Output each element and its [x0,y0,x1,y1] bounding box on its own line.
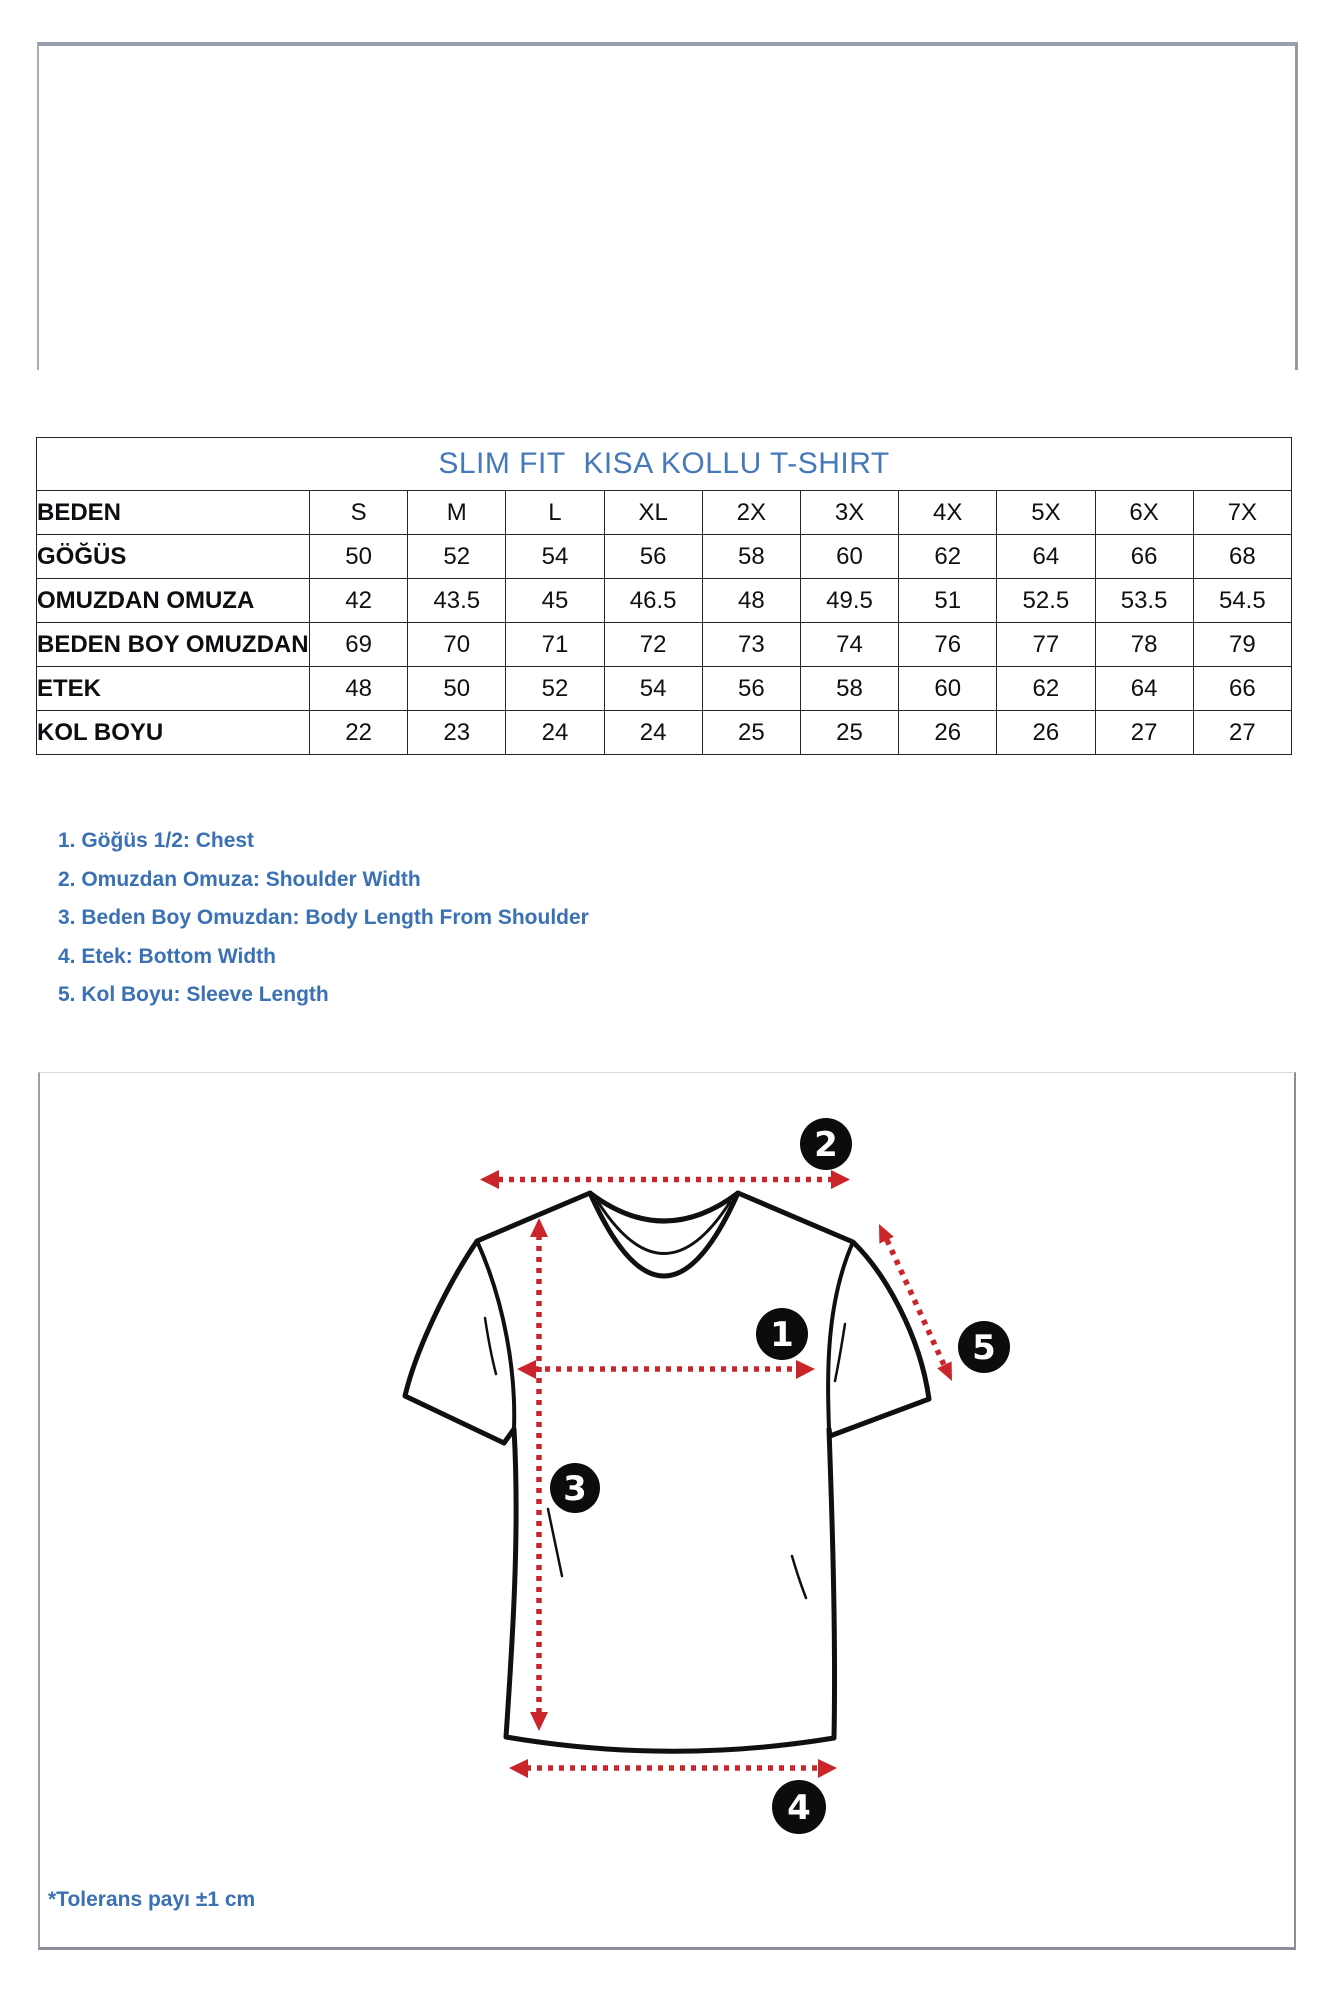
measurement-value: 50 [310,535,408,579]
tshirt-outline [405,1193,929,1751]
measurement-row [37,711,1292,755]
size-column-header: 5X [997,491,1095,535]
measurement-value: 58 [800,667,898,711]
marker-5-label: 5 [972,1328,996,1368]
table-title: SLIM FIT KISA KOLLU T-SHIRT [37,438,1292,491]
measurement-value: 77 [997,623,1095,667]
measurement-value: 46.5 [604,579,702,623]
legend-item: 2. Omuzdan Omuza: Shoulder Width [58,867,421,891]
measure-marker-3 [550,1463,600,1513]
size-column-header: L [506,491,604,535]
measure-marker-1 [756,1308,808,1360]
size-column-header: 6X [1095,491,1193,535]
size-column-header: 7X [1193,491,1291,535]
measurement-value: 26 [899,711,997,755]
legend-item: 1. Göğüs 1/2: Chest [58,829,255,852]
tolerance-note: *Tolerans payı ±1 cm [48,1888,256,1911]
size-column-header: 3X [800,491,898,535]
measurement-value: 42 [310,579,408,623]
measurement-value: 27 [1095,711,1193,755]
marker-3-label: 3 [563,1469,587,1509]
size-column-header: 2X [702,491,800,535]
measurement-value: 68 [1193,535,1291,579]
measurement-value: 79 [1193,623,1291,667]
measurement-value: 56 [604,535,702,579]
measurement-value: 62 [997,667,1095,711]
measurement-value: 64 [1095,667,1193,711]
measurement-value: 64 [997,535,1095,579]
measurement-value: 48 [310,667,408,711]
measurement-value: 23 [408,711,506,755]
size-column-header: S [310,491,408,535]
measurement-value: 52 [408,535,506,579]
measurement-value: 51 [899,579,997,623]
measurement-label: BEDEN BOY OMUZDAN [37,623,310,667]
measurement-label: KOL BOYU [37,711,310,755]
measurement-value: 52.5 [997,579,1095,623]
bottom-width-arrow [509,1759,837,1778]
measurement-row [37,623,1292,667]
measurement-value: 78 [1095,623,1193,667]
size-column-header: M [408,491,506,535]
measurement-value: 25 [702,711,800,755]
marker-1-label: 1 [770,1315,794,1355]
size-header-label: BEDEN [37,491,310,535]
measurement-value: 66 [1193,667,1291,711]
measurement-value: 71 [506,623,604,667]
tshirt-measurement-diagram [38,1072,1296,1950]
marker-2-label: 2 [814,1125,838,1165]
measurement-value: 60 [899,667,997,711]
measurement-legend [58,822,589,1015]
measurement-value: 53.5 [1095,579,1193,623]
measurement-value: 43.5 [408,579,506,623]
measurement-label: OMUZDAN OMUZA [37,579,310,623]
measurement-value: 27 [1193,711,1291,755]
product-image-placeholder [37,42,1298,370]
size-column-header: 4X [899,491,997,535]
measurement-value: 72 [604,623,702,667]
legend-item: 4. Etek: Bottom Width [58,944,276,968]
measurement-row [37,667,1292,711]
measurement-label: ETEK [37,667,310,711]
measurement-value: 54.5 [1193,579,1291,623]
measurement-value: 73 [702,623,800,667]
size-chart-body [37,438,1292,755]
measurement-value: 76 [899,623,997,667]
measurement-row [37,535,1292,579]
measurement-value: 49.5 [800,579,898,623]
measure-marker-5 [958,1321,1010,1373]
measure-marker-2 [800,1118,852,1170]
measurement-value: 58 [702,535,800,579]
measurement-value: 60 [800,535,898,579]
measurement-value: 69 [310,623,408,667]
shoulder-width-arrow [480,1170,850,1189]
legend-item: 5. Kol Boyu: Sleeve Length [58,983,329,1006]
measurement-label: GÖĞÜS [37,535,310,579]
measurement-value: 62 [899,535,997,579]
measurement-value: 52 [506,667,604,711]
measurement-value: 24 [506,711,604,755]
measurement-value: 25 [800,711,898,755]
measurement-value: 45 [506,579,604,623]
measurement-value: 74 [800,623,898,667]
measurement-value: 24 [604,711,702,755]
measurement-value: 48 [702,579,800,623]
legend-item: 3. Beden Boy Omuzdan: Body Length From Shoulder [58,906,589,929]
measure-marker-4 [772,1780,826,1834]
measurement-value: 70 [408,623,506,667]
table-title-row [37,438,1292,491]
measurement-value: 54 [506,535,604,579]
measurement-value: 26 [997,711,1095,755]
measurement-value: 22 [310,711,408,755]
measurement-value: 56 [702,667,800,711]
size-header-row [37,491,1292,535]
tshirt-diagram-svg [40,1073,1294,1947]
size-chart-table [36,437,1292,755]
marker-4-label: 4 [787,1788,811,1828]
measurement-row [37,579,1292,623]
size-column-header: XL [604,491,702,535]
measurement-value: 50 [408,667,506,711]
measurement-value: 66 [1095,535,1193,579]
measurement-value: 54 [604,667,702,711]
